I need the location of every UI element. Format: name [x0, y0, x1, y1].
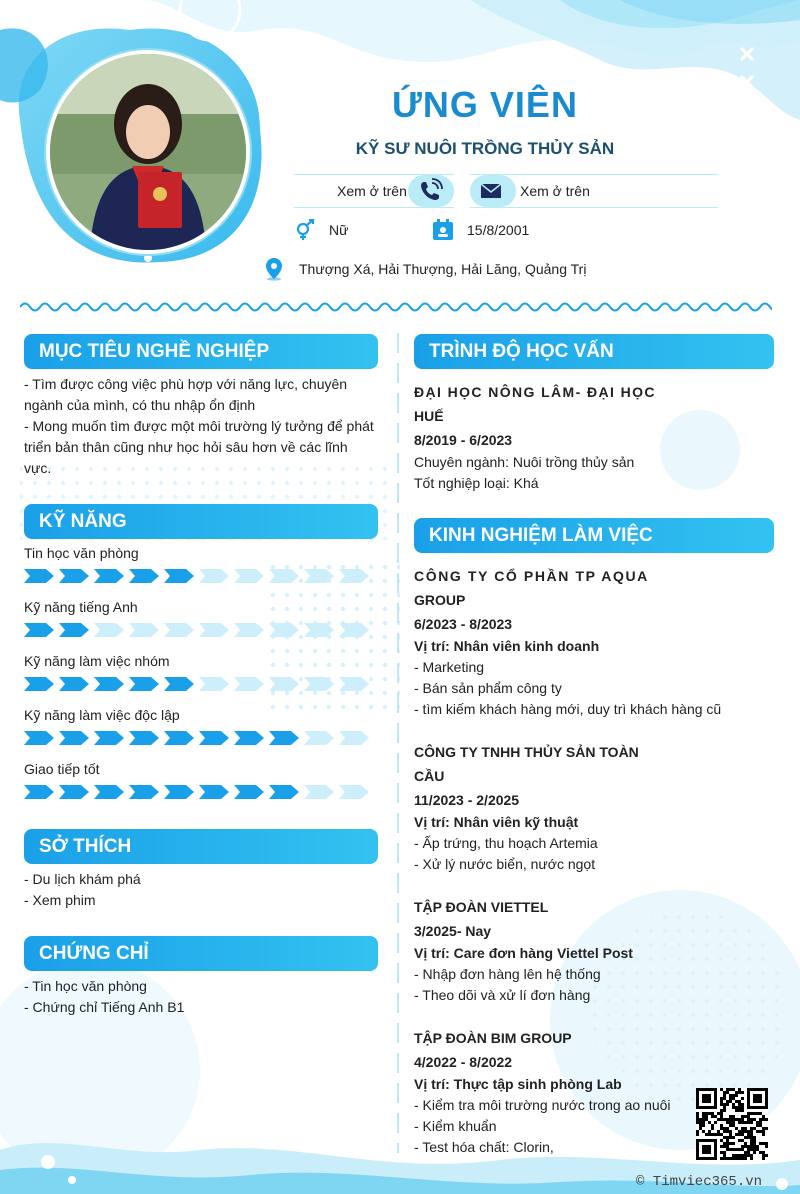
job-position: Vị trí: Care đơn hàng Viettel Post: [414, 945, 633, 961]
skill-level-chevron: [304, 731, 334, 745]
job-position: Vị trí: Thực tập sinh phòng Lab: [414, 1076, 622, 1092]
skill-level-chevron: [199, 677, 229, 691]
job-period: 11/2023 - 2/2025: [414, 792, 520, 808]
skill-level-chevron: [94, 731, 124, 745]
skill-level-chevron: [164, 623, 194, 637]
phone-field: [294, 174, 454, 208]
skill-level-chevron: [59, 731, 89, 745]
education-major: Chuyên ngành: Nuôi trồng thủy sản: [414, 454, 635, 470]
skill-level-chevron: [24, 569, 54, 583]
skill-level-chevron: [24, 785, 54, 799]
skills-title: KỸ NĂNG: [24, 504, 378, 539]
calendar-icon: [432, 219, 454, 241]
skill-level-chevron: [164, 785, 194, 799]
skill-level-chevron: [94, 623, 124, 637]
job-entry: [414, 895, 774, 1006]
skill-level-chevron: [199, 785, 229, 799]
email-field: [470, 174, 718, 208]
job-company-cont: CẦU: [414, 768, 445, 784]
skill-level-chevron: [339, 623, 369, 637]
skill-level-chevron: [339, 785, 369, 799]
job-entry: [414, 564, 774, 720]
skill-level-chevron: [234, 569, 264, 583]
phone-icon-cap: [408, 175, 454, 207]
job-company: TẬP ĐOÀN BIM GROUP: [414, 1030, 572, 1046]
wave-divider: [20, 300, 772, 319]
job-position: Vị trí: Nhân viên kỹ thuật: [414, 814, 579, 830]
certificates-title: CHỨNG CHỈ: [24, 936, 378, 971]
skill-level-chevron: [129, 677, 159, 691]
qr-code: [696, 1088, 768, 1160]
skill-level-chevron: [129, 731, 159, 745]
skill-label: Kỹ năng làm việc nhóm: [24, 653, 170, 669]
phone-value: Xem ở trên: [337, 183, 407, 199]
avatar: [46, 50, 250, 254]
gender-value: Nữ: [329, 222, 349, 238]
phone-icon: [408, 175, 454, 207]
skill-level-chevron: [234, 677, 264, 691]
job-task: - Kiểm khuẩn: [414, 1118, 497, 1134]
birthdate-value: 15/8/2001: [467, 222, 530, 238]
objective-line: ngành của mình, có thu nhập ổn định: [24, 397, 256, 413]
skill-level-chevron: [94, 677, 124, 691]
email-value: Xem ở trên: [520, 183, 590, 199]
skills-list: [24, 545, 378, 815]
skill-level-chevron: [339, 677, 369, 691]
skill-level-chevron: [164, 569, 194, 583]
objective-title: MỤC TIÊU NGHỀ NGHIỆP: [24, 334, 378, 369]
job-company-cont: GROUP: [414, 592, 466, 608]
skill-level-chevron: [164, 731, 194, 745]
skill-label: Kỹ năng làm việc độc lập: [24, 707, 180, 723]
gender-icon: [294, 219, 316, 241]
skill-level-chevron: [59, 785, 89, 799]
job-task: - tìm kiếm khách hàng mới, duy trì khách hàng cũ: [414, 701, 722, 717]
hobbies-title: SỞ THÍCH: [24, 829, 378, 864]
job-task: - Xử lý nước biển, nước ngọt: [414, 856, 596, 872]
job-title: KỸ SƯ NUÔI TRỒNG THỦY SẢN: [355, 139, 615, 158]
candidate-name: ỨNG VIÊN: [392, 84, 578, 125]
skill-level-chevron: [129, 569, 159, 583]
location-pin-icon: [264, 257, 284, 281]
skill-level-chevron: [339, 569, 369, 583]
job-task: - Nhập đơn hàng lên hệ thống: [414, 966, 601, 982]
skill-level-chevron: [269, 731, 299, 745]
skill-level-chevron: [234, 623, 264, 637]
certificate-item: - Tin học văn phòng: [24, 978, 147, 994]
objective-text: [24, 374, 378, 479]
skill-level-chevron: [164, 677, 194, 691]
job-task: - Theo dõi và xử lí đơn hàng: [414, 987, 591, 1003]
certificates-list: [24, 976, 378, 1018]
address-value: Thượng Xá, Hải Thượng, Hải Lăng, Quảng Trị: [299, 261, 587, 277]
skill-level-chevron: [269, 677, 299, 691]
skill-level-chevron: [24, 677, 54, 691]
experience-title: KINH NGHIỆM LÀM VIỆC: [414, 518, 774, 553]
education-title: TRÌNH ĐỘ HỌC VẤN: [414, 334, 774, 369]
job-period: 4/2022 - 8/2022: [414, 1054, 513, 1070]
job-company: CÔNG TY TNHH THỦY SẢN TOÀN: [414, 744, 639, 760]
skill-level-chevron: [269, 569, 299, 583]
hobby-item: - Du lịch khám phá: [24, 871, 141, 887]
skill-level-chevron: [94, 569, 124, 583]
skill-label: Tin học văn phòng: [24, 545, 139, 561]
skill-level-chevron: [199, 623, 229, 637]
job-task: - Test hóa chất: Clorin,: [414, 1139, 554, 1155]
skill-level-chevron: [304, 623, 334, 637]
objective-line: triển bản thân cũng như học hỏi sâu hơn về các lĩnh vực.: [24, 439, 348, 476]
job-task: - Kiểm tra môi trường nước trong ao nuôi: [414, 1097, 671, 1113]
job-company: TẬP ĐOÀN VIETTEL: [414, 899, 549, 915]
email-icon: [470, 175, 516, 207]
education-grade: Tốt nghiệp loại: Khá: [414, 475, 539, 491]
skill-label: Kỹ năng tiếng Anh: [24, 599, 138, 615]
school-name: ĐẠI HỌC NÔNG LÂM- ĐẠI HỌC: [414, 384, 656, 400]
column-divider: [397, 333, 399, 1153]
skill-level-chevron: [304, 677, 334, 691]
certificate-item: - Chứng chỉ Tiếng Anh B1: [24, 999, 185, 1015]
hobbies-list: [24, 869, 378, 911]
skill-label: Giao tiếp tốt: [24, 761, 100, 777]
skill-level-chevron: [59, 677, 89, 691]
brand-watermark: © Timviec365.vn: [636, 1174, 763, 1190]
skill-level-chevron: [304, 785, 334, 799]
email-icon-cap: [470, 175, 516, 207]
skill-level-chevron: [339, 731, 369, 745]
job-task: - Bán sản phẩm công ty: [414, 680, 562, 696]
job-company: CÔNG TY CỔ PHẦN TP AQUA: [414, 568, 649, 584]
skill-level-chevron: [129, 785, 159, 799]
skill-level-chevron: [199, 569, 229, 583]
skill-level-chevron: [269, 785, 299, 799]
skill-level-chevron: [199, 731, 229, 745]
skill-level-chevron: [129, 623, 159, 637]
job-period: 3/2025- Nay: [414, 923, 492, 939]
job-position: Vị trí: Nhân viên kinh doanh: [414, 638, 600, 654]
skill-level-chevron: [24, 623, 54, 637]
skill-level-chevron: [234, 731, 264, 745]
skill-level-chevron: [304, 569, 334, 583]
objective-line: - Mong muốn tìm được một môi trường lý tưởng để phát: [24, 418, 374, 434]
hobby-item: - Xem phim: [24, 892, 96, 908]
skill-level-chevron: [24, 731, 54, 745]
job-task: - Ấp trứng, thu hoạch Artemia: [414, 835, 598, 851]
education-period: 8/2019 - 6/2023: [414, 432, 513, 448]
skill-level-chevron: [94, 785, 124, 799]
skill-level-chevron: [59, 569, 89, 583]
job-entry: [414, 740, 774, 875]
objective-line: - Tìm được công việc phù hợp với năng lực, chuyên: [24, 376, 348, 392]
skill-level-chevron: [234, 785, 264, 799]
job-task: - Marketing: [414, 659, 485, 675]
job-period: 6/2023 - 8/2023: [414, 616, 513, 632]
skill-level-chevron: [269, 623, 299, 637]
education-block: [414, 380, 774, 494]
decor-x-icons: [738, 44, 758, 120]
skill-level-chevron: [59, 623, 89, 637]
school-name-cont: HUẾ: [414, 408, 444, 424]
